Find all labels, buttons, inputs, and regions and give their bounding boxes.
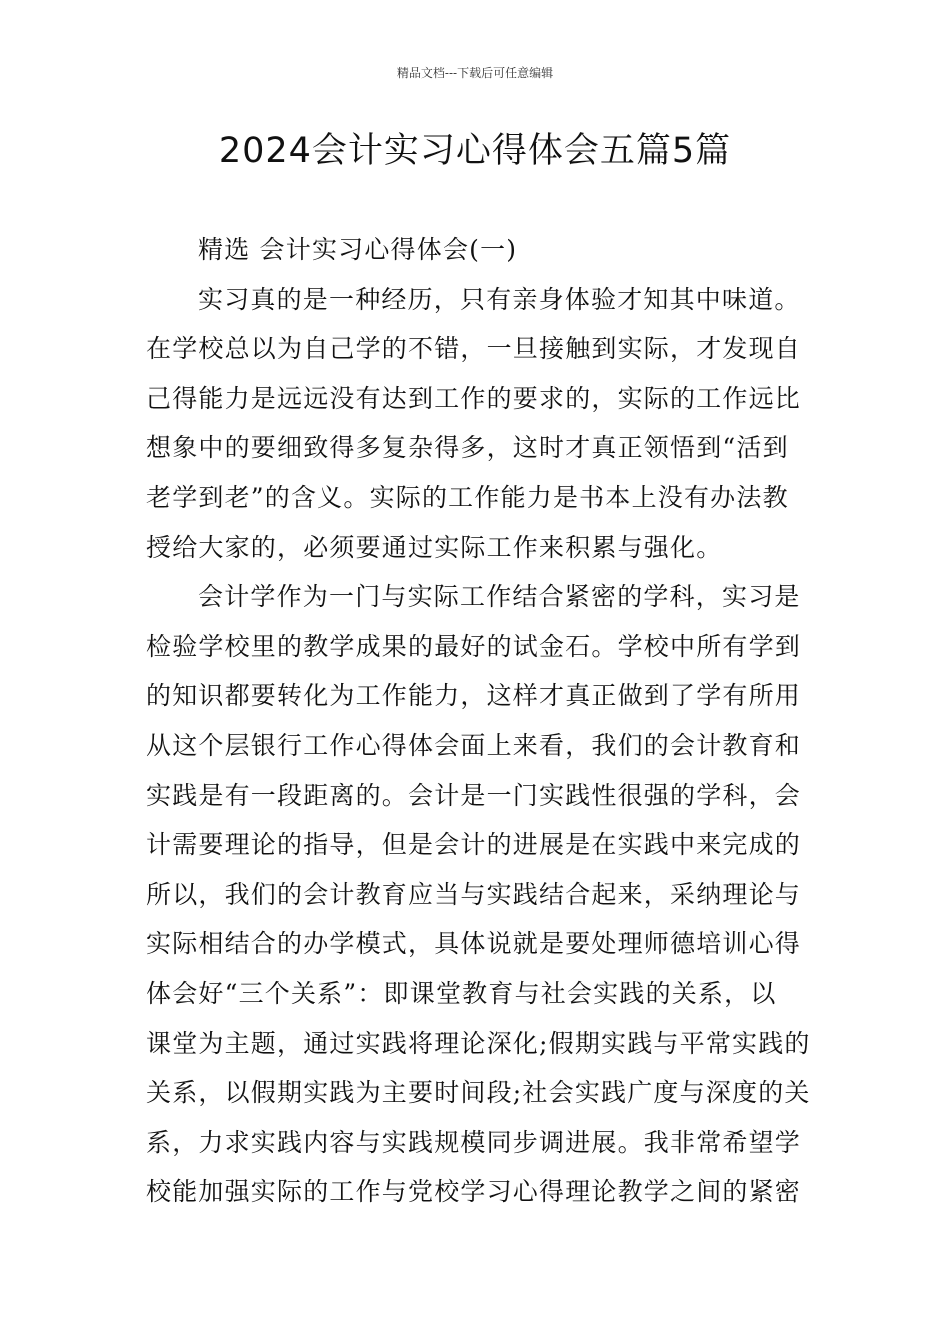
paragraph-line: 实际相结合的办学模式，具体说就是要处理师德培训心得 bbox=[146, 929, 802, 959]
paragraph-line: 会计学作为一门与实际工作结合紧密的学科，实习是 bbox=[198, 582, 801, 612]
paragraph-line: 所以，我们的会计教育应当与实践结合起来，采纳理论与 bbox=[146, 879, 802, 909]
paragraph-line: 己得能力是远远没有达到工作的要求的，实际的工作远比 bbox=[146, 383, 802, 413]
paragraph-line: 授给大家的，必须要通过实际工作来积累与强化。 bbox=[146, 532, 723, 562]
document-body bbox=[146, 225, 811, 1217]
paragraph-line: 从这个层银行工作心得体会面上来看，我们的会计教育和 bbox=[146, 730, 802, 760]
paragraph-line: 老学到老”的含义。实际的工作能力是书本上没有办法教 bbox=[146, 482, 789, 512]
document-title: 2024会计实习心得体会五篇5篇 bbox=[218, 131, 732, 171]
paragraph-line: 实习真的是一种经历，只有亲身体验才知其中味道。 bbox=[198, 284, 801, 314]
paragraph-line: 体会好“三个关系”：即课堂教育与社会实践的关系，以 bbox=[146, 978, 777, 1008]
paragraph-line: 想象中的要细致得多复杂得多，这时才真正领悟到“活到 bbox=[146, 433, 789, 463]
paragraph-line: 关系，以假期实践为主要时间段;社会实践广度与深度的关 bbox=[146, 1078, 811, 1108]
paragraph-line: 在学校总以为自己学的不错，一旦接触到实际，才发现自 bbox=[146, 334, 802, 364]
paragraph-line: 实践是有一段距离的。会计是一门实践性很强的学科，会 bbox=[146, 780, 802, 810]
paragraph-line: 检验学校里的教学成果的最好的试金石。学校中所有学到 bbox=[146, 631, 802, 661]
paragraph-line: 计需要理论的指导，但是会计的进展是在实践中来完成的 bbox=[146, 830, 802, 860]
paragraph-line: 的知识都要转化为工作能力，这样才真正做到了学有所用 bbox=[146, 681, 802, 711]
paragraph-line: 课堂为主题，通过实践将理论深化;假期实践与平常实践的 bbox=[146, 1028, 811, 1058]
paragraph-line: 系，力求实践内容与实践规模同步调进展。我非常希望学 bbox=[146, 1127, 802, 1157]
paragraph-line: 校能加强实际的工作与党校学习心得理论教学之间的紧密 bbox=[146, 1177, 802, 1207]
page-header: 精品文档---下载后可任意编辑 bbox=[396, 66, 554, 80]
section-heading: 精选 会计实习心得体会(一) bbox=[198, 235, 518, 264]
